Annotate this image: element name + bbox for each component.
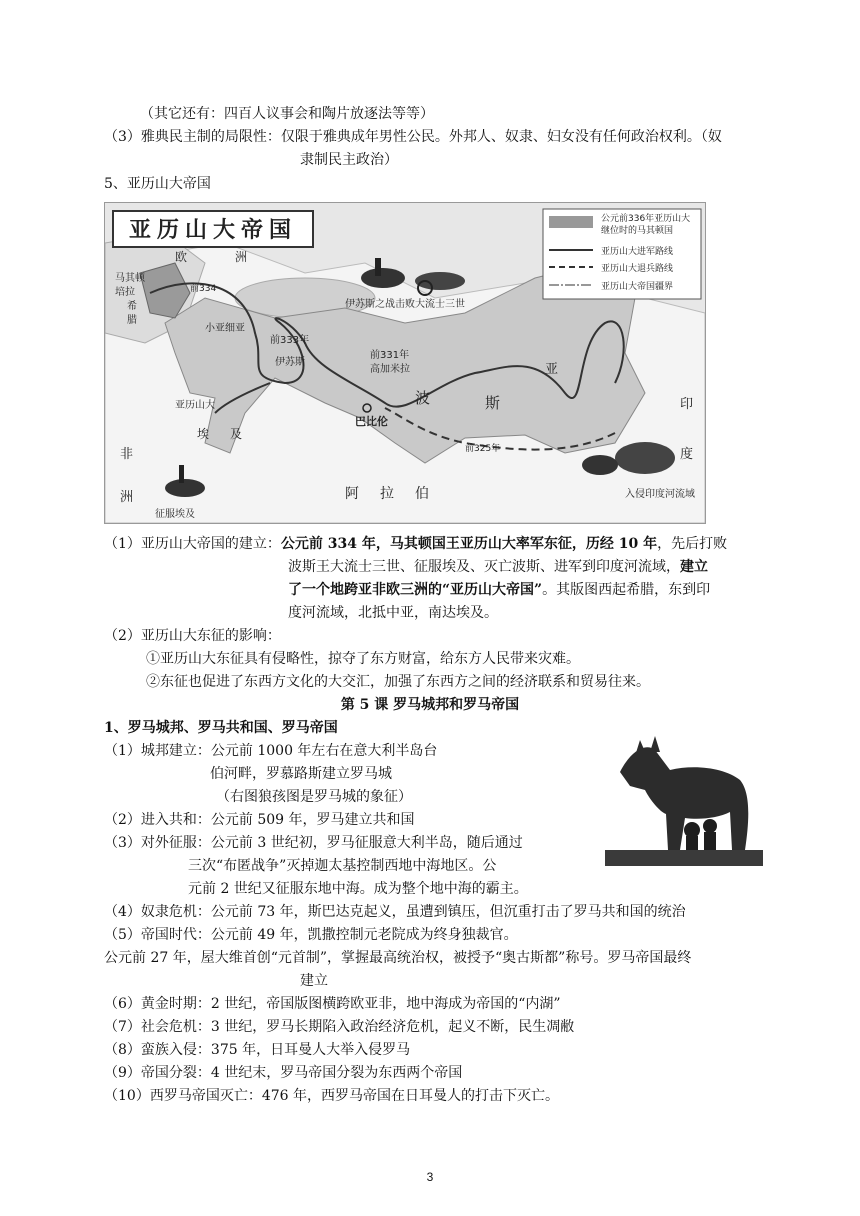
label-conquer-egypt: 征服埃及 xyxy=(155,509,195,520)
label-gaugamela: 高加米拉 xyxy=(370,364,410,375)
s1-text-2: 波斯王大流士三世、征服埃及、灭亡波斯、进军到印度河流域， xyxy=(288,559,680,575)
label-pella: 培拉 xyxy=(115,287,135,298)
label-ji: 及 xyxy=(230,427,243,441)
label-macedon: 马其顿 xyxy=(115,273,145,284)
label-zhou2: 洲 xyxy=(120,490,134,505)
s1-label: （1）亚历山大帝国的建立： xyxy=(104,536,281,552)
intro-line-1: （其它还有：四百人议事会和陶片放逐法等等） xyxy=(140,106,434,122)
label-zhou: 洲 xyxy=(235,250,248,264)
legend-border: 亚历山大帝国疆界 xyxy=(601,282,674,292)
intro-line-2: （3）雅典民主制的局限性：仅限于雅典成年男性公民。外邦人、奴隶、妇女没有任何政治权利。（奴 xyxy=(104,129,722,145)
s1-text-1: ，先后打败 xyxy=(657,536,728,552)
l5-line-5b: 公元前 27 年，屋大维首创“元首制”，掌握最高统治权，被授予“奥古斯都”称号。罗马帝国最终 xyxy=(104,950,692,966)
label-du: 度 xyxy=(680,447,694,462)
label-ai: 埃 xyxy=(197,427,210,441)
l5-line-5: （5）帝国时代：公元前 49 年，凯撒控制元老院成为终身独裁官。 xyxy=(104,927,518,943)
l5-line-2: （2）进入共和：公元前 509 年，罗马建立共和国 xyxy=(104,812,415,828)
l5-line-1b: 伯河畔，罗慕路斯建立罗马城 xyxy=(210,766,392,782)
l5-line-7: （7）社会危机：3 世纪，罗马长期陷入政治经济危机，起义不断，民生凋敝 xyxy=(104,1019,575,1035)
label-333bc: 前333年 xyxy=(270,335,310,346)
l5-line-1a: （1）城邦建立：公元前 1000 年左右在意大利半岛台 xyxy=(104,743,438,759)
s1-line-4: 度河流域，北抵中亚，南达埃及。 xyxy=(288,605,498,621)
l5-line-10: （10）西罗马帝国灭亡：476 年，西罗马帝国在日耳曼人的打击下灭亡。 xyxy=(104,1088,559,1104)
label-xi: 希 xyxy=(127,301,137,312)
map-svg xyxy=(105,203,705,523)
label-la2: 拉 xyxy=(380,486,394,502)
legend-retreat: 亚历山大退兵路线 xyxy=(601,264,674,274)
label-invade-india: 入侵印度河流域 xyxy=(625,489,695,500)
map-title: 亚历山大帝国 xyxy=(128,218,298,243)
l5-line-8: （8）蛮族入侵：375 年，日耳曼人大举入侵罗马 xyxy=(104,1042,411,1058)
l5-line-3a: （3）对外征服：公元前 3 世纪初，罗马征服意大利半岛，随后通过 xyxy=(104,835,523,851)
label-331bc: 前331年 xyxy=(370,350,410,361)
label-battle-issus: 伊苏斯之战击败大流士三世 xyxy=(345,299,465,310)
l5-line-3c: 元前 2 世纪又征服东地中海。成为整个地中海的霸主。 xyxy=(188,881,528,897)
s2-point-2: ②东征也促进了东西方文化的大交汇，加强了东西方之间的经济联系和贸易往来。 xyxy=(146,674,650,690)
label-yin: 印 xyxy=(680,397,694,412)
page-number: 3 xyxy=(426,1170,434,1184)
s1-text-3: 。其版图西起希腊，东到印 xyxy=(542,582,711,598)
s1-bold-2b: 了一个地跨亚非欧三洲的“亚历山大帝国” xyxy=(288,582,543,598)
label-si: 斯 xyxy=(485,394,501,412)
she-wolf-statue-image xyxy=(600,722,765,872)
label-babylon: 巴比伦 xyxy=(355,415,388,428)
legend-march: 亚历山大进军路线 xyxy=(601,247,674,257)
l5-line-9: （9）帝国分裂：4 世纪末，罗马帝国分裂为东西两个帝国 xyxy=(104,1065,463,1081)
section-5-heading: 5、亚历山大帝国 xyxy=(104,176,211,192)
lesson-5-title: 第 5 课 罗马城邦和罗马帝国 xyxy=(340,697,520,713)
lesson-5-heading-1: 1、罗马城邦、罗马共和国、罗马帝国 xyxy=(104,720,338,736)
s1-line-2 xyxy=(288,557,708,577)
legend-macedon-1: 公元前336年亚历山大 xyxy=(601,214,691,224)
l5-line-3b: 三次“布匿战争”灭掉迦太基控制西地中海地区。公 xyxy=(188,858,497,874)
s1-bold-1: 公元前 334 年，马其顿国王亚历山大率军东征，历经 10 年 xyxy=(280,536,658,552)
s2-label: （2）亚历山大东征的影响： xyxy=(104,628,281,644)
label-a: 阿 xyxy=(345,486,359,502)
label-issus: 伊苏斯 xyxy=(275,357,305,368)
s1-line-3 xyxy=(288,580,710,600)
label-la: 腊 xyxy=(127,315,137,326)
l5-line-1c: （右图狼孩图是罗马城的象征） xyxy=(216,789,412,805)
label-334bc: 前334 xyxy=(190,284,217,294)
label-ou: 欧 xyxy=(175,250,188,264)
label-ya: 亚 xyxy=(545,362,559,377)
label-fei: 非 xyxy=(120,447,134,462)
s1-bold-2a: 建立 xyxy=(680,559,708,575)
label-bo: 波 xyxy=(415,389,431,407)
s1-line-1 xyxy=(104,534,727,554)
label-325bc: 前325年 xyxy=(465,444,501,454)
l5-line-6: （6）黄金时期：2 世纪，帝国版图横跨欧亚非，地中海成为帝国的“内湖” xyxy=(104,996,561,1012)
s2-point-1: ①亚历山大东征具有侵略性，掠夺了东方财富，给东方人民带来灾难。 xyxy=(146,651,580,667)
label-bo2: 伯 xyxy=(415,486,429,502)
label-alexandria: 亚历山大 xyxy=(175,400,215,411)
alexander-empire-map xyxy=(104,202,706,524)
legend-macedon-2: 继位时的马其顿国 xyxy=(601,226,674,236)
l5-line-4: （4）奴隶危机：公元前 73 年，斯巴达克起义，虽遭到镇压，但沉重打击了罗马共和国的统治 xyxy=(104,904,686,920)
l5-line-5c: 建立 xyxy=(300,973,328,989)
label-asia-minor: 小亚细亚 xyxy=(205,323,245,334)
intro-line-3: 隶制民主政治） xyxy=(300,152,398,168)
